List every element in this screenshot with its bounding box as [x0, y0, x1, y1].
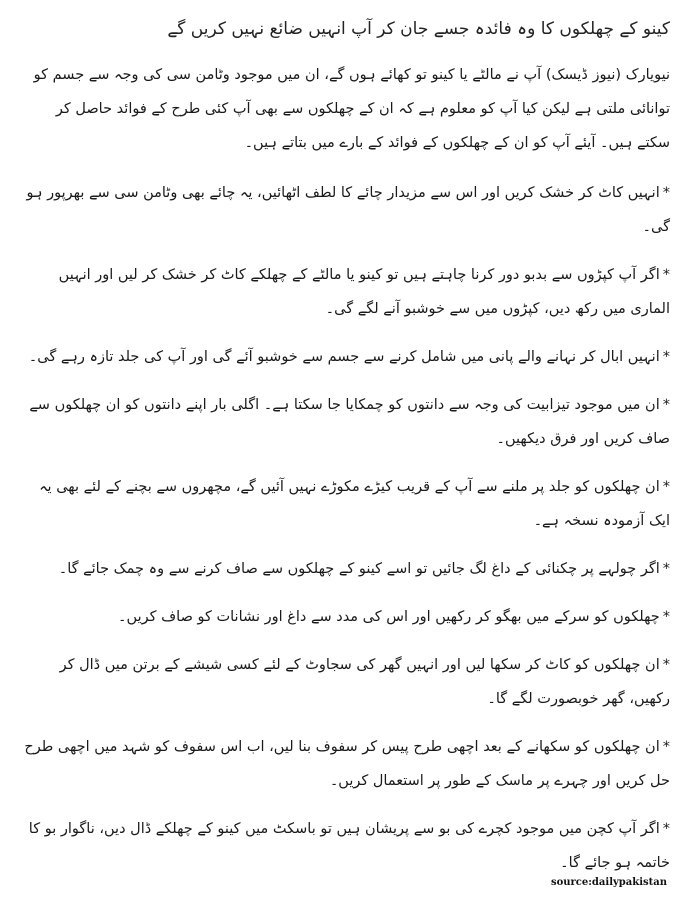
bullet-marker: *	[662, 561, 670, 577]
tip-item	[22, 176, 670, 244]
bullet-marker: *	[662, 739, 670, 755]
article-title: کینو کے چھلکوں کا وہ فائدہ جسے جان کر آپ انہیں ضائع نہیں کریں گے	[167, 19, 670, 39]
tip-text: اگر آپ کپڑوں سے بدبو دور کرنا چاہتے ہیں تو کینو یا مالٹے کے چھلکے کاٹ کر خشک کر لیں اور انہیں الماری میں رکھ دیں، کپڑوں میں سے خوشبو آنے لگے گی۔	[58, 267, 670, 317]
tip-text: چھلکوں کو سرکے میں بھگو کر رکھیں اور اس کی مدد سے داغ اور نشانات کو صاف کریں۔	[118, 609, 660, 625]
tip-text: ان میں موجود تیزابیت کی وجہ سے دانتوں کو چمکایا جا سکتا ہے۔ اگلی بار اپنے دانتوں کو ان چھلکوں سے صاف کریں اور فرق دیکھیں۔	[29, 397, 670, 447]
bullet-marker: *	[662, 657, 670, 673]
tip-item	[22, 552, 670, 586]
bullet-marker: *	[662, 185, 670, 201]
tip-text: ان چھلکوں کو جلد پر ملنے سے آپ کے قریب کیڑے مکوڑے نہیں آئیں گے، مچھروں سے بچنے کے لئے بھی یہ ایک آزمودہ نسخہ ہے۔	[39, 479, 670, 529]
tip-item	[22, 388, 670, 456]
source-credit: source:dailypakistan	[550, 877, 667, 888]
bullet-marker: *	[662, 349, 670, 365]
tip-text: ان چھلکوں کو سکھانے کے بعد اچھی طرح پیس کر سفوف بنا لیں، اب اس سفوف کو شہد میں اچھی طرح حل کریں اور چہرے پر ماسک کے طور پر استعمال کریں۔	[24, 739, 670, 789]
bullet-marker: *	[662, 267, 670, 283]
tip-item	[22, 648, 670, 716]
tip-item	[22, 470, 670, 538]
bullet-marker: *	[662, 479, 670, 495]
article	[22, 6, 670, 894]
tip-text: انہیں کاٹ کر خشک کریں اور اس سے مزیدار چائے کا لطف اٹھائیں، یہ چائے بھی وٹامن سی سے بھرپور ہو گی۔	[26, 185, 670, 235]
tip-text: ان چھلکوں کو کاٹ کر سکھا لیں اور انہیں گھر کی سجاوٹ کے لئے کسی شیشے کے برتن میں ڈال کر رکھیں، گھر خوبصورت لگے گا۔	[59, 657, 670, 707]
tips-list	[22, 176, 670, 880]
bullet-marker: *	[662, 609, 670, 625]
bullet-marker: *	[662, 397, 670, 413]
bullet-marker: *	[662, 821, 670, 837]
tip-item	[22, 340, 670, 374]
tip-text: انہیں ابال کر نہانے والے پانی میں شامل کرنے سے جسم سے خوشبو آئے گی اور آپ کی جلد تازہ رہے گی۔	[28, 349, 660, 365]
tip-item	[22, 600, 670, 634]
tip-text: اگر چولہے پر چکنائی کے داغ لگ جائیں تو اسے کینو کے چھلکوں سے صاف کرنے سے وہ چمک جائے گا۔	[58, 561, 660, 577]
tip-text: اگر آپ کچن میں موجود کچرے کی بو سے پریشان ہیں تو باسکٹ میں کینو کے چھلکے ڈال دیں، ناگوار بو کا خاتمہ ہو جائے گا۔	[28, 821, 670, 871]
tip-item	[22, 730, 670, 798]
tip-item	[22, 812, 670, 880]
article-intro: نیویارک (نیوز ڈیسک) آپ نے مالٹے یا کینو تو کھائے ہوں گے، ان میں موجود وٹامن سی کی وجہ سے جسم کو توانائی ملتی ہے لیکن کیا آپ کو معلوم ہے کہ ان کے چھلکوں سے بھی آپ کئی طرح کے فوائد حاصل کر سکتے ہیں۔ آیئے آپ کو ان کے چھلکوں کے فوائد کے بارے میں بتاتے ہیں۔	[33, 67, 670, 151]
tip-item	[22, 258, 670, 326]
